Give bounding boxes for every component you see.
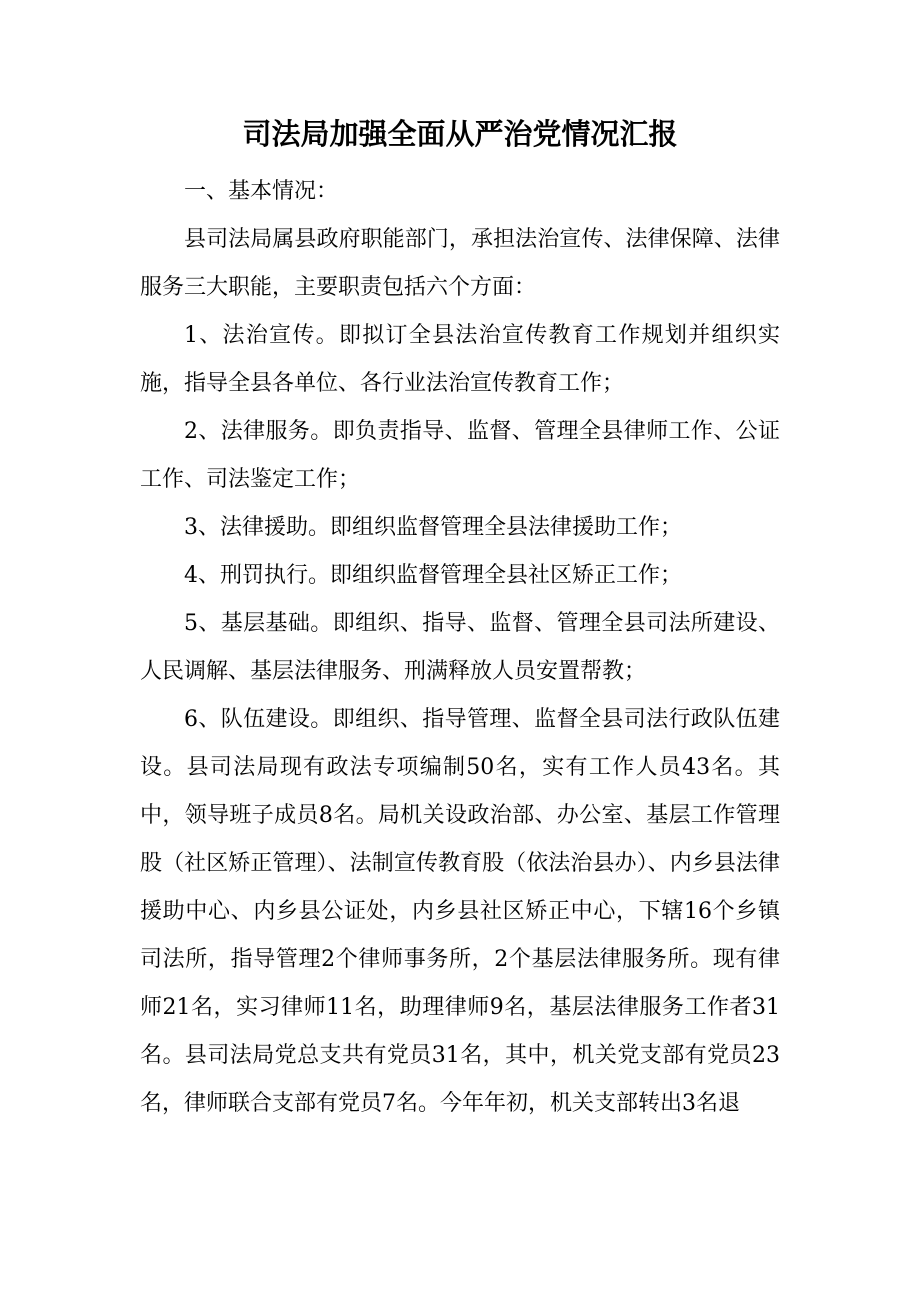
paragraph-item-2: 2、法律服务。即负责指导、监督、管理全县律师工作、公证工作、司法鉴定工作； [140, 419, 780, 492]
paragraph-item-6: 6、队伍建设。即组织、指导管理、监督全县司法行政队伍建设。县司法局现有政法专项编制50名，实有工作人员43名。其中，领导班子成员8名。局机关设政治部、办公室、基层工作管理股（社区矫正管理）、法制宣传教育股（依法治县办）、内乡县法律援助中心、内乡县公证处，内乡县社区矫正中心，下辖16个乡镇司法所，指导管理2个律师事务所，2个基层法律服务所。现有律师21名，实习律师11名，助理律师9名，基层法律服务工作者31名。县司法局党总支共有党员31名，其中，机关党支部有党员23名，律师联合支部有党员7名。今年年初，机关支部转出3名退 [140, 707, 780, 1116]
paragraph-basic-situation-heading: 一、基本情况： [184, 179, 339, 204]
paragraph-overview: 县司法局属县政府职能部门，承担法治宣传、法律保障、法律服务三大职能，主要职责包括六个方面： [140, 227, 780, 300]
paragraph-item-4: 4、刑罚执行。即组织监督管理全县社区矫正工作； [184, 563, 682, 588]
paragraph-item-5: 5、基层基础。即组织、指导、监督、管理全县司法所建设、人民调解、基层法律服务、刑满释放人员安置帮教； [140, 611, 780, 684]
paragraph-item-1: 1、法治宣传。即拟订全县法治宣传教育工作规划并组织实施，指导全县各单位、各行业法治宣传教育工作； [140, 323, 780, 396]
paragraph-item-3: 3、法律援助。即组织监督管理全县法律援助工作； [184, 515, 682, 540]
document-body [140, 168, 780, 1128]
document-title: 司法局加强全面从严治党情况汇报 [242, 117, 678, 151]
